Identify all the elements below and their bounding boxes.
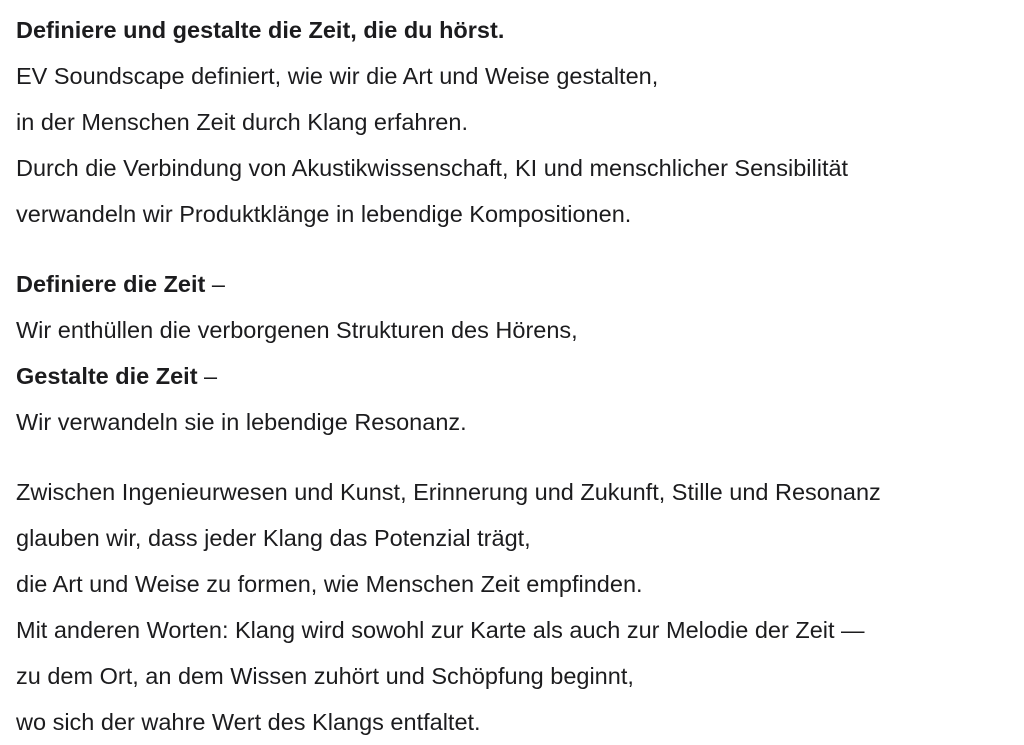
closing-line: die Art und Weise zu formen, wie Menschen Zeit empfinden.: [16, 571, 643, 597]
motto-define-text: Wir enthüllen die verborgenen Strukturen des Hörens,: [16, 317, 578, 343]
closing-line: zu dem Ort, an dem Wissen zuhört und Schöpfung beginnt,: [16, 663, 634, 689]
motto-shape-heading: [16, 353, 1016, 399]
intro-line: Durch die Verbindung von Akustikwissenschaft, KI und menschlicher Sensibilität: [16, 155, 849, 181]
motto-define-bold: Definiere die Zeit: [16, 271, 206, 297]
closing-line: Zwischen Ingenieurwesen und Kunst, Erinnerung und Zukunft, Stille und Resonanz: [16, 479, 881, 505]
intro-line: EV Soundscape definiert, wie wir die Art und Weise gestalten,: [16, 63, 659, 89]
paragraph-gap: [16, 445, 1016, 469]
motto-define-heading: [16, 261, 1016, 307]
motto-shape-dash: –: [197, 363, 218, 389]
motto-shape-bold: Gestalte die Zeit: [16, 363, 198, 389]
intro-line: verwandeln wir Produktklänge in lebendige Kompositionen.: [16, 201, 632, 227]
closing-line: glauben wir, dass jeder Klang das Potenzial trägt,: [16, 525, 531, 551]
closing-line: wo sich der wahre Wert des Klangs entfaltet.: [16, 709, 481, 735]
paragraph-gap: [16, 237, 1016, 261]
closing-line: Mit anderen Worten: Klang wird sowohl zur Karte als auch zur Melodie der Zeit —: [16, 617, 865, 643]
motto-define-dash: –: [205, 271, 225, 297]
intro-line: in der Menschen Zeit durch Klang erfahren.: [16, 109, 468, 135]
intro-heading: Definiere und gestalte die Zeit, die du hörst.: [16, 17, 505, 43]
motto-shape-text: Wir verwandeln sie in lebendige Resonanz.: [16, 409, 467, 435]
document-body: [16, 7, 1016, 745]
